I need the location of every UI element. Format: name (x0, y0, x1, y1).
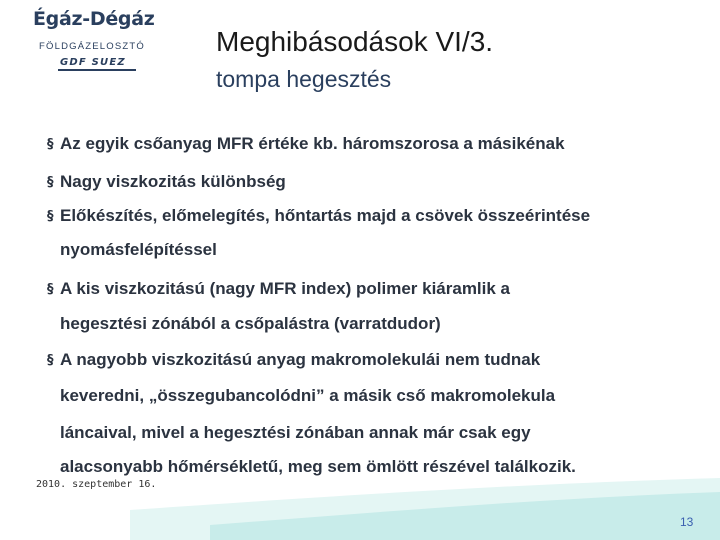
footer-date: 2010. szeptember 16. (36, 479, 157, 490)
logo-underline (58, 69, 136, 71)
slide-subtitle: tompa hegesztés (216, 66, 392, 92)
decorative-wave (130, 470, 720, 540)
bullet-marker: § (47, 282, 54, 297)
company-logo (30, 8, 155, 74)
bullet-text-continued: láncaival, mivel a hegesztési zónában annak már csak egy (60, 423, 531, 442)
slide-title: Meghibásodások VI/3. (216, 26, 494, 57)
bullet-text: Előkészítés, előmelegítés, hőntartás majd a csövek összeérintése (60, 206, 591, 225)
page-number: 13 (680, 515, 694, 529)
bullet-marker: § (47, 209, 54, 224)
bullet-text-continued: hegesztési zónából a csőpalástra (varratdudor) (60, 314, 441, 333)
bullet-text: Az egyik csőanyag MFR értéke kb. háromszorosa a másikénak (60, 134, 565, 153)
bullet-text: Nagy viszkozitás különbség (60, 172, 286, 191)
bullet-text-continued: nyomásfelépítéssel (60, 240, 217, 259)
bullet-text: A kis viszkozitású (nagy MFR index) polimer kiáramlik a (60, 279, 511, 298)
logo-partner: GDF SUEZ (60, 57, 126, 68)
logo-name: Égáz-Dégáz (33, 8, 155, 30)
bullet-text: A nagyobb viszkozitású anyag makromolekulái nem tudnak (60, 350, 541, 369)
bullet-text-continued: keveredni, „összegubancolódni” a másik cső makromolekula (60, 386, 556, 405)
bullet-marker: § (47, 137, 54, 152)
bullet-marker: § (47, 175, 54, 190)
logo-subtitle: FÖLDGÁZELOSZTÓ (39, 41, 146, 52)
bullet-marker: § (47, 353, 54, 368)
bullet-text-continued: alacsonyabb hőmérsékletű, meg sem ömlött részével találkozik. (60, 457, 576, 476)
